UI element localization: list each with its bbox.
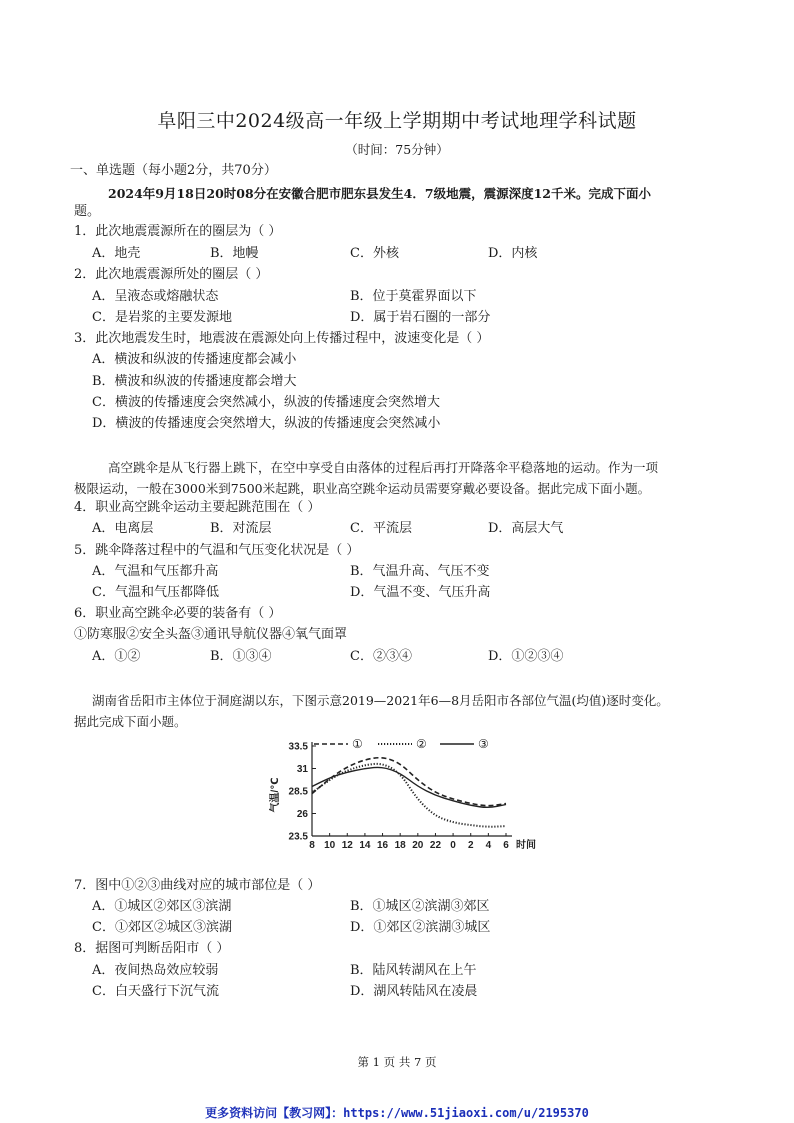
legend-label-3: ③ bbox=[478, 737, 489, 751]
x-tick-label: 8 bbox=[309, 840, 315, 851]
q4-option-a[interactable]: A．电离层 bbox=[92, 521, 154, 536]
x-tick-label: 16 bbox=[376, 840, 389, 851]
question-5-stem: 5．跳伞降落过程中的气温和气压变化状况是（ ） bbox=[74, 543, 360, 558]
question-4-stem: 4．职业高空跳伞运动主要起跳范围在（ ） bbox=[74, 500, 321, 515]
q3-option-c[interactable]: C．横波的传播速度会突然减小，纵波的传播速度会突然增大 bbox=[92, 395, 440, 410]
x-tick-label: 18 bbox=[394, 840, 406, 851]
passage-1-line-2: 题。 bbox=[74, 204, 101, 219]
x-tick-label: 22 bbox=[429, 840, 442, 851]
question-8-stem: 8．据图可判断岳阳市（ ） bbox=[74, 941, 230, 956]
q7-option-b[interactable]: B．①城区②滨湖③郊区 bbox=[350, 899, 490, 914]
x-tick-label: 12 bbox=[341, 840, 353, 851]
x-axis-label: 时间 bbox=[516, 840, 536, 851]
section-heading: 一、单选题（每小题2分，共70分） bbox=[70, 163, 277, 178]
x-tick-label: 0 bbox=[450, 840, 456, 851]
passage-3-line-1: 湖南省岳阳市主体位于洞庭湖以东，下图示意2019—2021年6—8月岳阳市各部位气温(均值)逐时变化。 bbox=[92, 693, 669, 708]
legend-label-2: ② bbox=[416, 737, 427, 751]
series-line-3 bbox=[312, 767, 506, 807]
q2-option-a[interactable]: A．呈液态或熔融状态 bbox=[92, 289, 219, 304]
passage-2-line-2: 极限运动，一般在3000米到7500米起跳，职业高空跳伞运动员需要穿戴必要设备。据此完成下面小题。 bbox=[74, 481, 651, 496]
q3-option-d[interactable]: D．横波的传播速度会突然增大，纵波的传播速度会突然减小 bbox=[92, 416, 441, 431]
x-tick-label: 20 bbox=[412, 840, 424, 851]
q5-option-d[interactable]: D．气温不变、气压升高 bbox=[350, 585, 491, 600]
question-1-stem: 1．此次地震震源所在的圈层为（ ） bbox=[74, 224, 282, 239]
q7-option-d[interactable]: D．①郊区②滨湖③城区 bbox=[350, 920, 491, 935]
question-2-stem: 2．此次地震震源所处的圈层（ ） bbox=[74, 267, 269, 282]
temperature-line-chart bbox=[262, 734, 542, 859]
question-6-equipment-list: ①防寒服②安全头盔③通讯导航仪器④氧气面罩 bbox=[74, 627, 348, 642]
q6-option-c[interactable]: C．②③④ bbox=[350, 649, 412, 664]
q5-option-a[interactable]: A．气温和气压都升高 bbox=[92, 564, 219, 579]
q4-option-b[interactable]: B．对流层 bbox=[210, 521, 272, 536]
y-axis-label: 气温/℃ bbox=[270, 777, 281, 813]
y-tick-label: 33.5 bbox=[288, 741, 308, 753]
q5-option-c[interactable]: C．气温和气压都降低 bbox=[92, 585, 219, 600]
exam-duration: （时间：75分钟） bbox=[345, 142, 449, 157]
q4-option-d[interactable]: D．高层大气 bbox=[488, 521, 564, 536]
q1-option-d[interactable]: D．内核 bbox=[488, 246, 538, 261]
resource-link[interactable]: 更多资料访问【教习网】：https://www.51jiaoxi.com/u/2195370 bbox=[205, 1106, 589, 1120]
q5-option-b[interactable]: B．气温升高、气压不变 bbox=[350, 564, 490, 579]
passage-3-line-2: 据此完成下面小题。 bbox=[74, 714, 187, 729]
q8-option-c[interactable]: C．白天盛行下沉气流 bbox=[92, 984, 219, 999]
question-6-stem: 6．职业高空跳伞必要的装备有（ ） bbox=[74, 606, 282, 621]
q2-option-d[interactable]: D．属于岩石圈的一部分 bbox=[350, 310, 491, 325]
q1-option-c[interactable]: C．外核 bbox=[350, 246, 399, 261]
x-tick-label: 6 bbox=[503, 840, 509, 851]
page-title: 阜阳三中2024级高一年级上学期期中考试地理学科试题 bbox=[157, 110, 637, 132]
q6-option-d[interactable]: D．①②③④ bbox=[488, 649, 564, 664]
page-number: 第 1 页 共 7 页 bbox=[357, 1055, 437, 1069]
q2-option-c[interactable]: C．是岩浆的主要发源地 bbox=[92, 310, 232, 325]
legend-label-1: ① bbox=[352, 737, 363, 751]
x-tick-label: 10 bbox=[324, 840, 336, 851]
y-tick-label: 26 bbox=[296, 809, 308, 820]
q7-option-a[interactable]: A．①城区②郊区③滨湖 bbox=[92, 899, 232, 914]
q8-option-a[interactable]: A．夜间热岛效应较弱 bbox=[92, 963, 219, 978]
question-7-stem: 7．图中①②③曲线对应的城市部位是（ ） bbox=[74, 878, 321, 893]
x-tick-label: 14 bbox=[359, 840, 371, 851]
q1-option-b[interactable]: B．地幔 bbox=[210, 246, 259, 261]
q1-option-a[interactable]: A．地壳 bbox=[92, 246, 141, 261]
passage-2-line-1: 高空跳伞是从飞行器上跳下，在空中享受自由落体的过程后再打开降落伞平稳落地的运动。作为一项 bbox=[108, 460, 659, 475]
q4-option-c[interactable]: C．平流层 bbox=[350, 521, 412, 536]
q8-option-d[interactable]: D．湖风转陆风在凌晨 bbox=[350, 984, 478, 999]
y-tick-label: 23.5 bbox=[288, 831, 308, 843]
x-tick-label: 4 bbox=[485, 840, 492, 851]
x-tick-label: 2 bbox=[467, 840, 474, 851]
series-line-1 bbox=[312, 758, 506, 806]
q2-option-b[interactable]: B．位于莫霍界面以下 bbox=[350, 289, 477, 304]
q7-option-c[interactable]: C．①郊区②城区③滨湖 bbox=[92, 920, 232, 935]
q6-option-b[interactable]: B．①③④ bbox=[210, 649, 272, 664]
q6-option-a[interactable]: A．①② bbox=[92, 649, 141, 664]
y-tick-label: 28.5 bbox=[288, 786, 308, 798]
y-tick-label: 31 bbox=[296, 764, 308, 775]
q3-option-b[interactable]: B．横波和纵波的传播速度都会增大 bbox=[92, 374, 297, 389]
passage-1-line-1: 2024年9月18日20时08分在安徽合肥市肥东县发生4．7级地震，震源深度12千米。完成下面小 bbox=[108, 186, 651, 201]
q3-option-a[interactable]: A．横波和纵波的传播速度都会减小 bbox=[92, 352, 297, 367]
question-3-stem: 3．此次地震发生时，地震波在震源处向上传播过程中，波速变化是（ ） bbox=[74, 331, 490, 346]
q8-option-b[interactable]: B．陆风转湖风在上午 bbox=[350, 963, 477, 978]
